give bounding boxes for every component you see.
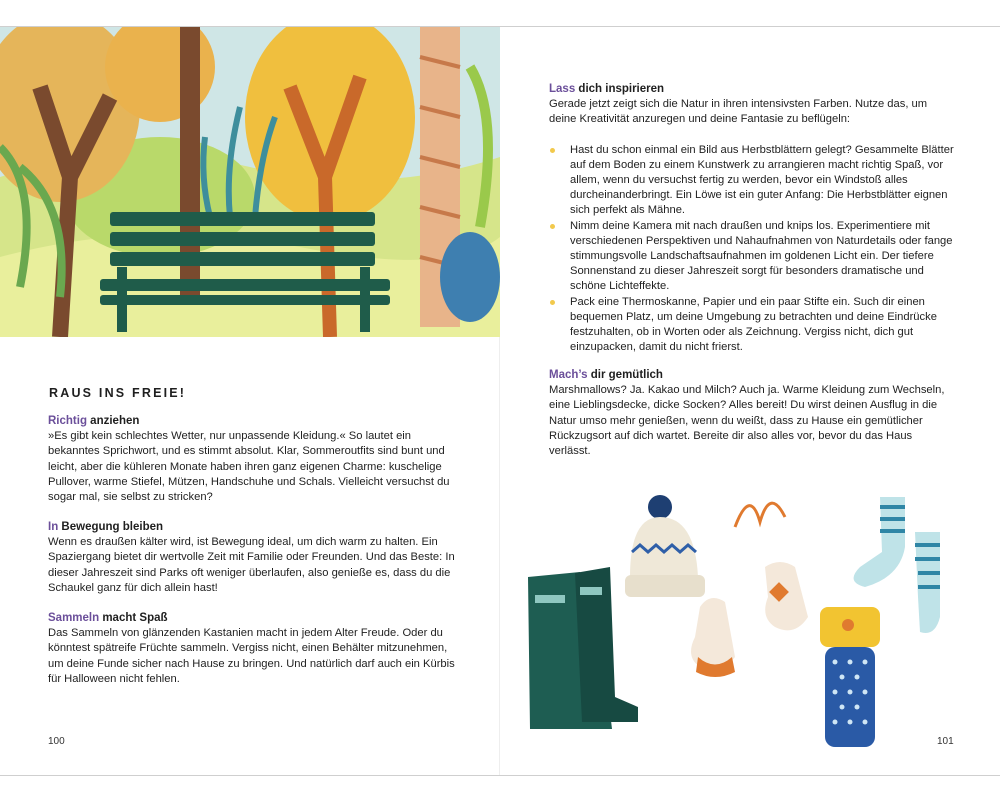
winter-items-illustration — [520, 467, 960, 767]
paragraph-inspire: Gerade jetzt zeigt sich die Natur in ihren intensivsten Farben. Nutze das, um deine Kreativität anzuregen und deine Fantasie zu beflügeln: — [549, 98, 928, 126]
rain-boots — [528, 567, 638, 729]
mittens — [691, 503, 808, 677]
heading-inspire: Lass dich inspirieren — [549, 83, 665, 95]
page-number-right: 101 — [937, 736, 954, 747]
paragraph-clothing: »Es gibt kein schlechtes Wetter, nur unpassende Kleidung.« So lautet ein bekanntes Sprichwort, und es stimmt absolut. Klar, Sommeroutfits sind bunt und leicht, aber die kühleren Monate haben ihren ganz eigenen Charme: kuschelige Pullover, warme Stiefel, Mützen, Handschuhe und Schals. Vielleicht versuchst du sogar mal, sie selbst zu stricken? — [48, 430, 450, 504]
book-spread — [0, 26, 1000, 776]
beanie — [625, 495, 705, 597]
section-clothing — [48, 414, 458, 505]
page-number-left: 100 — [48, 736, 65, 747]
park-bench-illustration — [0, 27, 500, 337]
paragraph-movement: Wenn es draußen kälter wird, ist Bewegung ideal, um dich warm zu halten. Ein Spaziergang bietet dir wertvolle Zeit mit Familie oder Freunden. Und das Beste: In dieser Jahreszeit sind Parks oft weniger überlaufen, also genieße es, dass du die Schaukel ganz für dich allein hast! — [48, 536, 455, 594]
paragraph-cozy: Marshmallows? Ja. Kakao und Milch? Auch ja. Warme Kleidung zum Wechseln, eine Lieblingsdecke, dicke Socken? Alles bereit! Du wirst deinen Ausflug in die Natur umso mehr genießen, wenn du weißt, dass zu Hause ein gemütlicher Rückzugsort auf dich wartet. Bereite dir also alles vor, bevor du das Haus verlässt. — [549, 384, 945, 458]
list-item: Hast du schon einmal ein Bild aus Herbstblättern gelegt? Gesammelte Blätter auf dem Boden zu einem Kunstwerk zu arrangieren macht richtig Spaß, vor allem, wenn du versuchst fertig zu werden, bevor ein Windstoß alles durcheinanderbringt. Ein Löwe ist ein guter Anfang: Die Herbstblätter eignen sich perfekt als Mähne. — [549, 143, 954, 219]
section-collecting — [48, 611, 458, 687]
heading-collecting: Sammeln macht Spaß — [48, 612, 168, 624]
heading-clothing: Richtig anziehen — [48, 415, 140, 427]
list-item: Nimm deine Kamera mit nach draußen und knips los. Experimentiere mit verschiedenen Perspektiven und Nahaufnahmen von Naturdetails oder fange stimmungsvolle Landschaftsaufnahmen im goldenen Licht ein. Der tiefere Sonnenstand zu dieser Jahreszeit sorgt für besonders dramatische und schöne Lichteffekte. — [549, 219, 954, 295]
section-title: RAUS INS FREIE! — [49, 386, 187, 400]
paragraph-collecting: Das Sammeln von glänzenden Kastanien macht in jedem Alter Freude. Oder du könntest spätreife Früchte sammeln. Vergiss nicht, einen Behälter mitzunehmen, um deine Funde sicher nach Hause zu bringen. Und natürlich darf auch ein Kürbis für Halloween nicht fehlen. — [48, 627, 455, 685]
section-movement — [48, 520, 458, 596]
section-inspire — [549, 82, 954, 355]
heading-cozy: Mach’s dir gemütlich — [549, 369, 663, 381]
section-cozy — [549, 368, 954, 459]
inspire-list — [549, 143, 954, 356]
list-item: Pack eine Thermoskanne, Papier und ein paar Stifte ein. Such dir einen bequemen Platz, um deine Umgebung zu betrachten und deine Eindrücke festzuhalten, ob in Worten oder als Zeichnung. Vergiss nicht, dich gut einzupacken, damit du nicht frierst. — [549, 295, 954, 356]
thermos — [820, 607, 880, 747]
heading-movement: In Bewegung bleiben — [48, 521, 164, 533]
